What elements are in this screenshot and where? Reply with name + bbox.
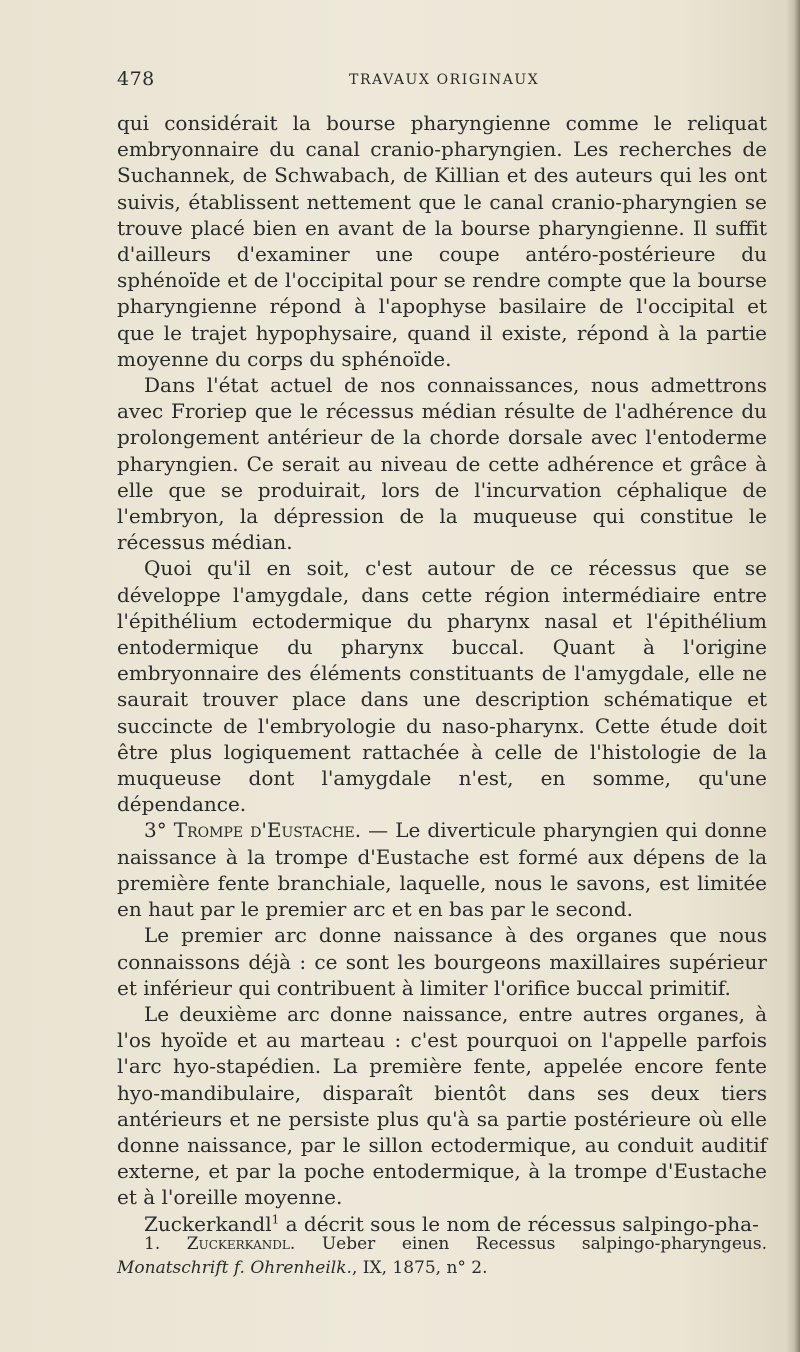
section-heading: Trompe d'Eustache. (173, 818, 362, 843)
paragraph-4-text: — Le diverticule pharyngien qui donne naissance à la trompe d'Eustache est formé aux dépens de la première fente branchiale, laquelle, nous le savons, est limitée en haut par le premier arc et en bas par le second. (117, 818, 767, 922)
page-number: 478 (117, 68, 155, 90)
footnote-author: Zuckerkandl (186, 1234, 290, 1254)
paragraph-7-start: Zuckerkandl (144, 1211, 272, 1236)
paragraph-2: Dans l'état actuel de nos connaissances, nous admettrons avec Froriep que le récessus médian résulte de l'adhérence du prolongement antérieur de la chorde dorsale avec l'entoderme pharyngien. Ce serait au niveau de cette adhérence et grâce à elle que se produirait, lors de l'incurvation céphalique de l'embryon, la dépression de la muqueuse qui constitue le récessus médian. (117, 373, 767, 555)
paragraph-4 (117, 817, 767, 922)
paragraph-3: Quoi qu'il en soit, c'est autour de ce récessus que se développe l'amygdale, dans cette région intermédiaire entre l'épithélium ectodermique du pharynx nasal et l'épithélium entodermique du pharynx buccal. Quant à l'origine embryonnaire des éléments constituants de l'amygdale, elle ne saurait trouver place dans une description schématique et succincte de l'embryologie du naso-pharynx. Cette étude doit être plus logiquement rattachée à celle de l'histologie de la muqueuse dont l'amygdale n'est, en somme, qu'une dépendance. (117, 556, 767, 817)
paragraph-6: Le deuxième arc donne naissance, entre autres organes, à l'os hyoïde et au marteau : c'est pourquoi on l'appelle parfois l'arc hyo-stapédien. La première fente, appelée encore fente hyo-mandibulaire, disparaît bientôt dans ses deux tiers antérieurs et ne persiste plus qu'à sa partie postérieure où elle donne naissance, par le sillon ectodermique, au conduit auditif externe, et par la poche entodermique, à la trompe d'Eustache et à l'oreille moyenne. (117, 1001, 767, 1210)
page-edge-shadow (786, 0, 800, 1352)
paragraph-7-end: a décrit sous le nom de récessus salpingo-pha- (279, 1211, 759, 1236)
footnote-journal: Monatschrift f. Ohrenheilk. (117, 1258, 352, 1278)
footnote-reference: 1 (271, 1211, 280, 1226)
paragraph-1: qui considérait la bourse pharyngienne comme le reliquat embryonnaire du canal cranio-pharyngien. Les recherches de Suchannek, de Schwabach, de Killian et des auteurs qui les ont suivis, établissent nettement que le canal cranio-pharyngien se trouve placé bien en avant de la bourse pharyngienne. Il suffit d'ailleurs d'examiner une coupe antéro-postérieure du sphénoïde et de l'occipital pour se rendre compte que la bourse pharyngienne répond à l'apophyse basilaire de l'occipital et que le trajet hypophysaire, quand il existe, répond à la partie moyenne du corps du sphénoïde. (117, 111, 767, 371)
page-header (117, 68, 765, 92)
section-number: 3° (144, 818, 167, 843)
body-text (117, 110, 767, 1237)
footnote-text: . Ueber einen Recessus salpingo-pharyngeus. (289, 1234, 768, 1254)
footnotes (117, 1232, 767, 1280)
paragraph-5: Le premier arc donne naissance à des organes que nous connaissons déjà : ce sont les bourgeons maxillaires supérieur et inférieur qui contribuent à limiter l'orifice buccal primitif. (117, 923, 767, 1000)
running-head: TRAVAUX ORIGINAUX (349, 72, 540, 88)
footnote-marker: 1. (144, 1234, 161, 1254)
footnote-1 (117, 1232, 767, 1280)
footnote-citation: , IX, 1875, n° 2. (351, 1258, 488, 1278)
